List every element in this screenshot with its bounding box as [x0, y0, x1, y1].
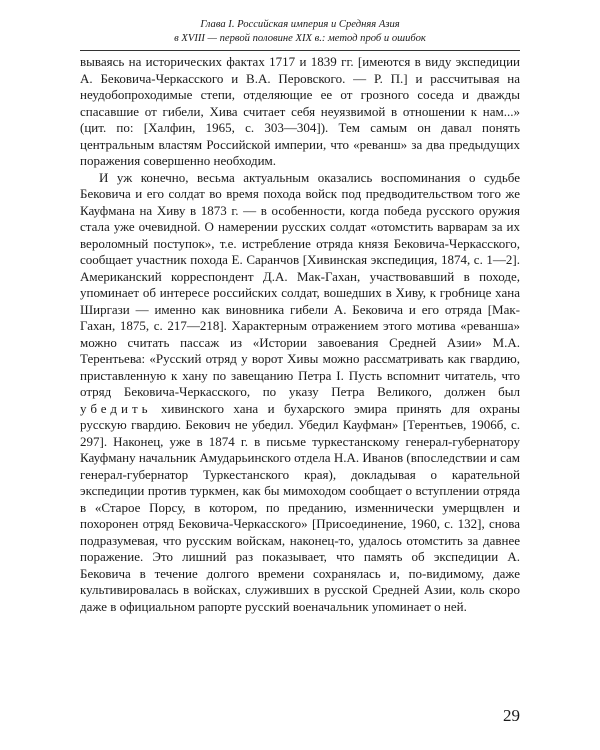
paragraph-1-text: вываясь на исторических фактах 1717 и 1839 гг. [имеются в виду экспедиции А. Бековича-Черкасского и В.А. Перовского. — Р. П.] и рассчитывая на неудобопроходимые степи, отделяющие ее от грозного соседа и дважды спасавшие от гибели, Хива считает себя неуязвимой в отношении к нам...» (цит. по: [Халфин, 1965, с. 303—304]). Тем самым он давал понять центральным властям Российской империи, что «реванш» за два предыдущих поражения совершенно необходим.	[80, 54, 520, 168]
header-line-2: в XVIII — первой половине XIX в.: метод проб и ошибок	[174, 33, 426, 44]
paragraph-2	[80, 170, 520, 616]
running-header	[80, 18, 520, 46]
paragraph-1	[80, 54, 520, 170]
page-number: 29	[503, 706, 520, 725]
body-text	[80, 54, 520, 615]
header-line-1: Глава I. Российская империя и Средняя Азия	[200, 19, 400, 30]
header-rule	[80, 50, 520, 51]
spaced-emphasis: убедить	[80, 400, 152, 416]
paragraph-2-text-b: хивинского хана и бухарского эмира принять для охраны русскую гвардию. Бекович не убедил. Убедил Кауфман» [Терентьев, 1906б, с. 297]. Наконец, уже в 1874 г. в письме туркестанскому генерал-губернатору Кауфману начальник Амударьинского отдела Н.А. Иванов (впоследствии и сам генерал-губернатор Туркестанского края), докладывая о карательной экспедиции против туркмен, как бы мимоходом сообщает о вступлении отряда в «Старое Порсу, в котором, по преданию, изменнически умерщвлен и похоронен отряд Бековича-Черкасского» [Присоединение, 1960, с. 132], снова подразумевая, что русским войскам, наконец-то, удалось отомстить за давнее поражение. Это лишний раз показывает, что память об экспедиции А. Бековича в течение долгого времени сохранялась и, по-видимому, даже культивировалась в войсках, служивших в русской Средней Азии, коль скоро даже в официальном рапорте русский военачальник упоминает о ней.	[80, 400, 520, 614]
paragraph-2-text-a: И уж конечно, весьма актуальным оказались воспоминания о судьбе Бековича и его солдат во время похода войск под предводительством того же Кауфмана на Хиву в 1873 г. — в особенности, когда победа русского оружия стала уже очевидной. О намерении русских солдат «отомстить варварам за их вероломный поступок», т.е. истребление отряда князя Бековича-Черкасского, сообщает участник похода Е. Саранчов [Хивинская экспедиция, 1874, с. 1—2]. Американский корреспондент Д.А. Мак-Гахан, участвовавший в походе, упоминает об интересе российских солдат, вошедших в Хиву, к гробнице хана Ширгази — именно как виновника гибели А. Бековича и его отряда [Мак-Гахан, 1875, с. 217—218]. Характерным отражением этого мотива «реванша» можно считать пассаж из «Истории завоевания Средней Азии» М.А. Терентьева: «Русский отряд у ворот Хивы можно рассматривать как гвардию, приставленную к хану по завещанию Петра I. Пусть вспомнит читатель, что отряд Бековича-Черкасского, по указу Петра Великого, должен был	[80, 169, 520, 399]
